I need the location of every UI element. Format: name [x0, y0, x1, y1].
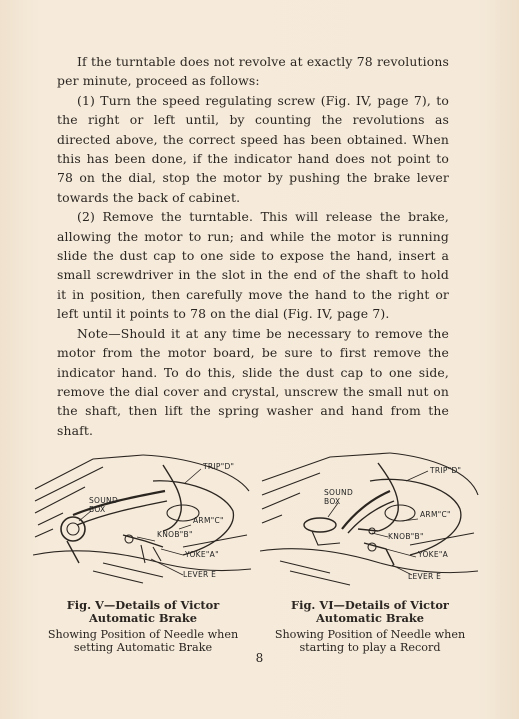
label-box: BOX: [324, 497, 341, 506]
figure-v-title: [33, 599, 253, 626]
automatic-brake-illustration-starting: [260, 451, 480, 591]
label-sound: SOUND: [324, 488, 354, 497]
label-arm: ARM"C": [420, 510, 451, 519]
label-lever: LEVER E: [408, 572, 442, 581]
label-knob: KNOB"B": [157, 530, 193, 539]
figure-vi-caption-line2: starting to play a Record: [299, 641, 441, 655]
figure-v: [33, 451, 253, 655]
figure-v-caption-line2: setting Automatic Brake: [73, 641, 213, 655]
figure-vi-caption-line1: Showing Position of Needle when: [274, 627, 466, 641]
paragraph-step-2: (2) Remove the turntable. This will release the brake, allowing the motor to run; and while the motor is running slide the dust cap to one side to expose the hand, insert a small screwdriver in the slot in the end of the shaft to hold it in position, then carefully move the hand to the right or left until it points to 78 on the dial (Fig. IV, page 7).: [57, 209, 449, 322]
label-yoke: YOKE"A: [418, 550, 449, 559]
label-lever: LEVER E: [183, 570, 217, 579]
figures-row: [33, 451, 493, 661]
label-arm: ARM"C": [193, 516, 224, 525]
paragraph-note: Note—Should it at any time be necessary to remove the motor from the motor board, be sure to first remove the indicator hand. To do this, slide the dust cap to one side, remove the dial cover and crystal, unscrew the small nut on the shaft, then lift the spring washer and hand from the shaft.: [57, 325, 449, 438]
label-yoke: YOKE"A": [185, 550, 219, 559]
paragraph-step-1: (1) Turn the speed regulating screw (Fig. IV, page 7), to the right or left until, by counting the revolutions as directed above, the correct speed has been obtained. When this has been done, if the indicator hand does not point to 78 on the dial, stop the motor by pushing the brake lever towards the back of cabinet.: [57, 92, 449, 205]
body-text: [57, 52, 449, 440]
figure-v-title-line1: Fig. V—Details of Victor: [66, 598, 220, 612]
label-trip: TRIP"D": [430, 466, 462, 475]
label-box: BOX: [89, 505, 106, 514]
figure-vi-title-line1: Fig. VI—Details of Victor: [291, 598, 449, 612]
figure-vi: [260, 451, 480, 655]
label-trip: TRIP"D": [203, 462, 235, 471]
figure-vi-title: [260, 599, 480, 626]
figure-vi-title-line2: Automatic Brake: [315, 611, 425, 626]
paragraph-intro: If the turntable does not revolve at exactly 78 revolutions per minute, proceed as follows:: [57, 54, 449, 89]
page-number: 8: [255, 651, 264, 665]
figure-v-title-line2: Automatic Brake: [88, 611, 198, 626]
label-sound: SOUND: [89, 496, 119, 505]
figure-v-caption-line1: Showing Position of Needle when: [47, 627, 239, 641]
label-knob: KNOB"B": [388, 532, 424, 541]
automatic-brake-illustration-setting: [33, 451, 253, 591]
